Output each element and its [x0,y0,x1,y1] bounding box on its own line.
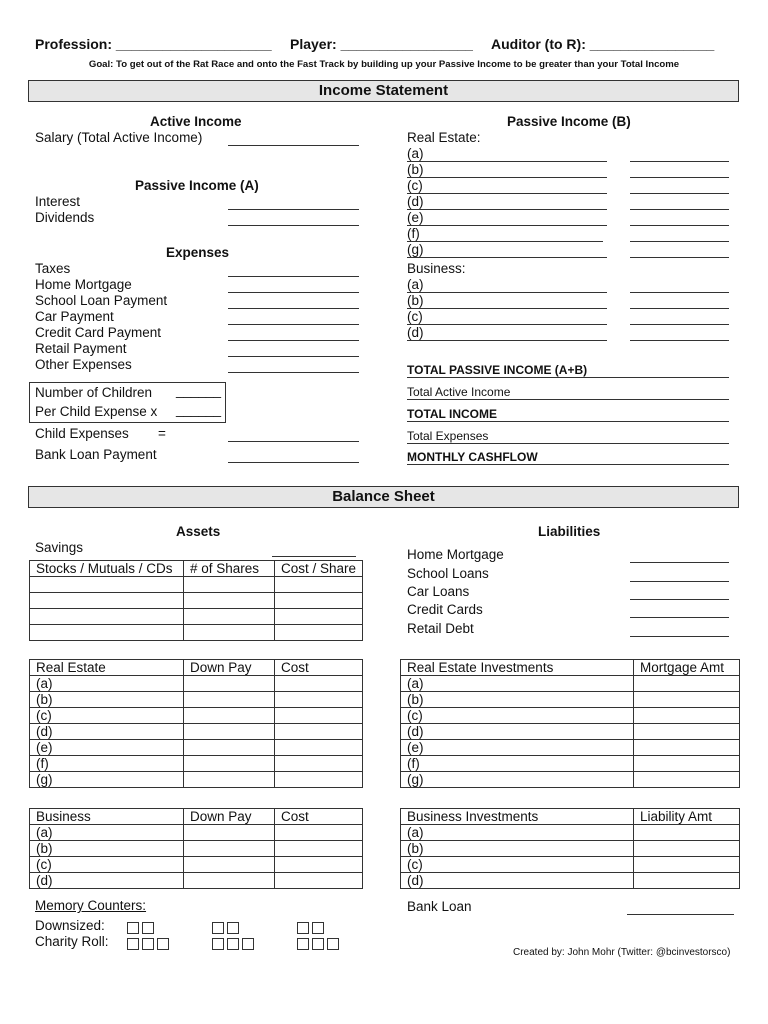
expense-blank[interactable] [228,276,359,277]
interest-label: Interest [35,194,81,209]
profession-field[interactable]: Profession: ____________________ [35,36,272,52]
col-header: Liability Amt [634,809,740,825]
business-table [29,808,363,889]
table-row[interactable] [30,740,363,756]
expense-label: School Loan Payment [35,293,168,308]
monthly-cashflow-label: MONTHLY CASHFLOW [407,450,538,464]
real-estate-table [29,659,363,788]
passive-b-heading: Passive Income (B) [507,114,631,129]
salary-blank[interactable] [228,145,359,146]
table-row[interactable] [30,593,363,609]
total-income-line[interactable] [407,421,729,422]
biz-slot-amt-blank[interactable] [630,292,729,293]
player-field[interactable]: Player: _________________ [290,36,473,52]
goal-text: Goal: To get out of the Rat Race and onto the Fast Track by building up your Passive Income to be greater than your Total Income [88,59,680,70]
table-row[interactable] [401,857,740,873]
savings-blank[interactable] [272,556,356,557]
col-header: Down Pay [184,809,275,825]
charity-checkbox-group [297,935,342,953]
liabilities-heading: Liabilities [538,524,601,539]
expense-label: Taxes [35,261,71,276]
expense-label: Home Mortgage [35,277,132,292]
re-slot-name-blank[interactable] [407,241,603,242]
checkbox[interactable] [142,922,154,934]
active-income-heading: Active Income [150,114,242,129]
biz-slot-name-blank[interactable] [407,292,607,293]
biz-slot-amt-blank[interactable] [630,324,729,325]
re-slot-name-blank[interactable] [407,193,607,194]
business-investments-table [400,808,740,889]
memory-counters-title: Memory Counters: [35,898,147,913]
per-child-blank[interactable]: ______ [176,402,222,417]
total-active-label: Total Active Income [407,385,511,399]
row-label: (f) [30,756,184,772]
col-header: Cost / Share [275,561,363,577]
table-row[interactable] [30,692,363,708]
checkbox[interactable] [127,938,139,950]
expense-blank[interactable] [228,356,359,357]
biz-slot-amt-blank[interactable] [630,308,729,309]
downsized-label: Downsized: [35,918,105,933]
re-slot-label: (f) [407,226,420,241]
expense-label: Other Expenses [35,357,132,372]
stocks-table [29,560,363,641]
checkbox[interactable] [227,922,239,934]
checkbox[interactable] [212,922,224,934]
total-income-label: TOTAL INCOME [407,407,497,421]
biz-slot-name-blank[interactable] [407,308,607,309]
expense-label: Car Payment [35,309,114,324]
table-row[interactable] [30,772,363,788]
col-header: Business Investments [401,809,634,825]
row-label: (e) [30,740,184,756]
business-label: Business: [407,261,466,276]
re-slot-name-blank[interactable] [407,161,607,162]
child-expenses-eq: = [158,426,166,441]
per-child-label: Per Child Expense x [35,404,158,419]
num-children-blank[interactable]: ______ [176,383,222,398]
liability-blank[interactable] [630,617,729,618]
biz-slot-amt-blank[interactable] [630,340,729,341]
table-row[interactable] [401,692,740,708]
num-children-label: Number of Children [35,385,153,400]
row-label: (c) [401,857,634,873]
table-header-row [30,660,363,676]
monthly-cashflow-line[interactable] [407,464,729,465]
row-label: (c) [401,708,634,724]
checkbox[interactable] [312,922,324,934]
checkbox[interactable] [297,922,309,934]
row-label: (d) [401,724,634,740]
total-passive-line[interactable] [407,377,729,378]
liability-label: Car Loans [407,584,470,599]
table-row[interactable] [30,857,363,873]
child-expenses-blank[interactable] [228,441,359,442]
bank-loan-payment-blank[interactable] [228,462,359,463]
re-slot-label: (e) [407,210,424,225]
table-row[interactable] [30,676,363,692]
dividends-blank[interactable] [228,225,359,226]
passive-a-heading: Passive Income (A) [135,178,259,193]
checkbox[interactable] [242,938,254,950]
re-slot-amt-blank[interactable] [630,177,729,178]
table-row[interactable] [401,825,740,841]
table-row[interactable] [401,740,740,756]
salary-label: Salary (Total Active Income) [35,130,203,145]
col-header: # of Shares [184,561,275,577]
re-slot-amt-blank[interactable] [630,193,729,194]
child-expenses-label: Child Expenses [35,426,129,441]
checkbox[interactable] [157,938,169,950]
col-header: Cost [275,809,363,825]
charity-checkbox-group [127,935,172,953]
col-header: Real Estate [30,660,184,676]
total-expenses-label: Total Expenses [407,429,489,443]
savings-label: Savings [35,540,84,555]
table-row[interactable] [30,724,363,740]
checkbox[interactable] [327,938,339,950]
bank-loan-payment-label: Bank Loan Payment [35,447,157,462]
row-label: (d) [401,873,634,889]
charity-checkbox-group [212,935,257,953]
checkbox[interactable] [212,938,224,950]
re-slot-name-blank[interactable] [407,177,607,178]
re-slot-name-blank[interactable] [407,209,607,210]
row-label: (b) [30,692,184,708]
re-slot-name-blank[interactable] [407,257,607,258]
real-estate-label: Real Estate: [407,130,481,145]
row-label: (a) [401,825,634,841]
re-slot-label: (g) [407,242,424,257]
re-investments-table [400,659,740,788]
expense-blank[interactable] [228,340,359,341]
interest-blank[interactable] [228,209,359,210]
row-label: (c) [30,857,184,873]
checkbox[interactable] [312,938,324,950]
table-row[interactable] [30,708,363,724]
liability-blank[interactable] [630,581,729,582]
re-slot-name-blank[interactable] [407,225,607,226]
re-slot-amt-blank[interactable] [630,241,729,242]
expense-label: Retail Payment [35,341,127,356]
biz-slot-label: (a) [407,277,424,292]
biz-slot-label: (d) [407,325,424,340]
table-row[interactable] [30,825,363,841]
checkbox[interactable] [297,938,309,950]
assets-heading: Assets [176,524,221,539]
table-row[interactable] [30,841,363,857]
bank-loan-blank[interactable] [627,914,734,915]
row-label: (d) [30,724,184,740]
table-header-row [30,561,363,577]
expense-blank[interactable] [228,308,359,309]
total-passive-label: TOTAL PASSIVE INCOME (A+B) [407,363,588,377]
table-row[interactable] [401,676,740,692]
row-label: (g) [401,772,634,788]
total-active-line[interactable] [407,399,729,400]
table-row[interactable] [401,756,740,772]
liability-blank[interactable] [630,599,729,600]
auditor-field[interactable]: Auditor (to R): ________________ [491,36,715,52]
re-slot-label: (c) [407,178,423,193]
checkbox[interactable] [227,938,239,950]
checkbox[interactable] [127,922,139,934]
re-slot-amt-blank[interactable] [630,257,729,258]
row-label: (d) [30,873,184,889]
col-header: Mortgage Amt [634,660,740,676]
table-row[interactable] [30,756,363,772]
charity-label: Charity Roll: [35,934,109,949]
row-label: (b) [401,841,634,857]
dividends-label: Dividends [35,210,95,225]
re-slot-label: (a) [407,146,424,161]
liability-blank[interactable] [630,562,729,563]
col-header: Stocks / Mutuals / CDs [30,561,184,577]
row-label: (a) [30,825,184,841]
row-label: (f) [401,756,634,772]
biz-slot-label: (c) [407,309,423,324]
col-header: Real Estate Investments [401,660,634,676]
liability-label: Home Mortgage [407,547,504,562]
row-label: (b) [30,841,184,857]
checkbox[interactable] [142,938,154,950]
liability-blank[interactable] [630,636,729,637]
income-statement-title: Income Statement [28,80,739,102]
table-row[interactable] [401,708,740,724]
row-label: (g) [30,772,184,788]
biz-slot-name-blank[interactable] [407,340,607,341]
expense-label: Credit Card Payment [35,325,162,340]
liability-label: Retail Debt [407,621,474,636]
expense-blank[interactable] [228,372,359,373]
col-header: Business [30,809,184,825]
table-row[interactable] [401,841,740,857]
table-header-row [401,809,740,825]
biz-slot-label: (b) [407,293,424,308]
table-row[interactable] [30,609,363,625]
table-row[interactable] [30,625,363,641]
col-header: Cost [275,660,363,676]
re-slot-amt-blank[interactable] [630,209,729,210]
table-header-row [401,660,740,676]
table-row[interactable] [401,772,740,788]
bank-loan-label: Bank Loan [407,899,472,914]
expense-blank[interactable] [228,292,359,293]
biz-slot-name-blank[interactable] [407,324,607,325]
liability-label: School Loans [407,566,489,581]
balance-sheet-title: Balance Sheet [28,486,739,508]
liability-label: Credit Cards [407,602,483,617]
credit-text: Created by: John Mohr (Twitter: @bcinvestorsco) [513,947,731,958]
expense-blank[interactable] [228,324,359,325]
row-label: (c) [30,708,184,724]
row-label: (a) [30,676,184,692]
row-label: (e) [401,740,634,756]
table-row[interactable] [401,873,740,889]
total-expenses-line[interactable] [407,443,729,444]
re-slot-amt-blank[interactable] [630,161,729,162]
expenses-heading: Expenses [166,245,230,260]
table-row[interactable] [401,724,740,740]
re-slot-label: (b) [407,162,424,177]
table-row[interactable] [30,873,363,889]
table-row[interactable] [30,577,363,593]
re-slot-amt-blank[interactable] [630,225,729,226]
row-label: (b) [401,692,634,708]
col-header: Down Pay [184,660,275,676]
row-label: (a) [401,676,634,692]
table-header-row [30,809,363,825]
re-slot-label: (d) [407,194,424,209]
